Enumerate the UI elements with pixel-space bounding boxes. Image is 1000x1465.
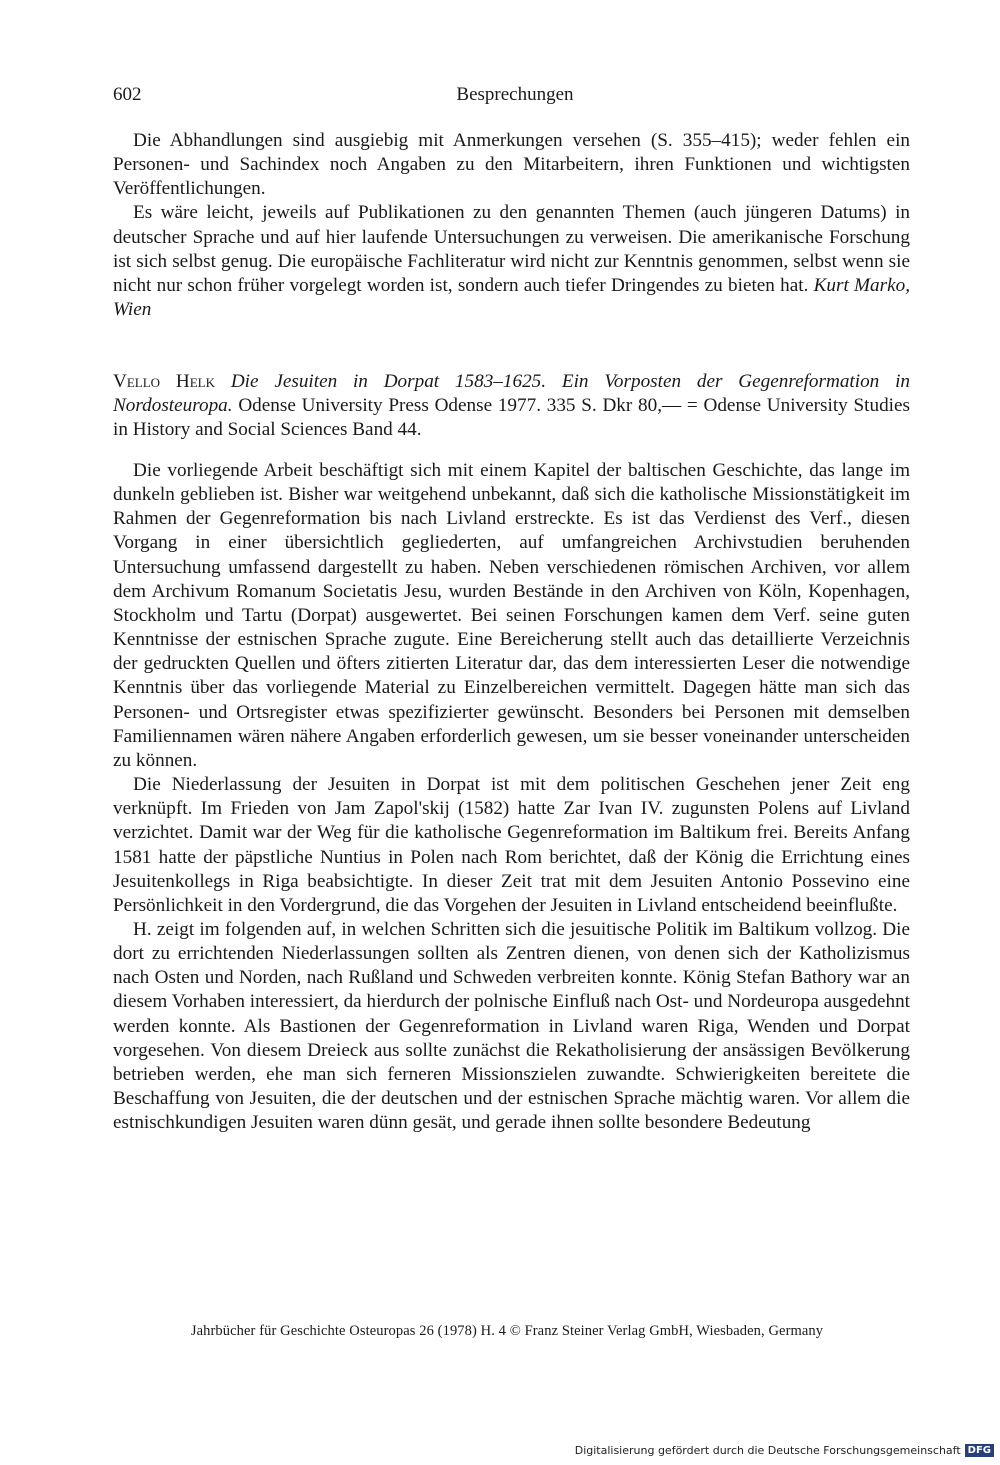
- digitization-bar: [575, 1444, 994, 1457]
- paragraph: Es wäre leicht, jeweils auf Publikationen zu den genannten Themen (auch jüngeren Datums) in deutscher Sprache und auf hier laufende Untersuchungen zu verweisen. Die amerikanische Forschung ist sich selbst genug. Die europäische Fachliteratur wird nicht zur Kenntnis genommen, selbst wenn sie nicht nur schon früher vorgelegt worden ist, sondern auch tiefer Dringendes zu bieten hat. Kurt Marko, Wien: [113, 202, 911, 321]
- review-body: [113, 459, 910, 1135]
- page-number: 602: [113, 84, 142, 105]
- citation-paragraph: [113, 370, 910, 442]
- digitization-note: Digitalisierung gefördert durch die Deutsche Forschungsgemeinschaft: [574, 1444, 961, 1457]
- previous-review-ending: [113, 129, 910, 322]
- paragraph: Die Abhandlungen sind ausgiebig mit Anmerkungen versehen (S. 355–415); weder fehlen ein Personen- und Sachindex noch Angaben zu den Mitarbeitern, ihren Funktionen und wichtigsten Veröffentlichungen.: [113, 130, 910, 200]
- book-author: Vello Helk: [113, 371, 215, 392]
- running-head: Besprechungen: [456, 84, 574, 105]
- book-citation: [113, 370, 910, 442]
- paragraph: Die vorliegende Arbeit beschäftigt sich mit einem Kapitel der baltischen Geschichte, das lange im dunkeln geblieben ist. Bisher war weitgehend unbekannt, daß sich die katholische Missionstätigkeit im Rahmen der Gegenreformation bis nach Livland erstreckte. Es ist das Verdienst des Verf., diesen Vorgang in einer übersichtlich gegliederten, auf umfangreichen Archivstudien beruhenden Untersuchung umfassend dargestellt zu haben. Neben verschiedenen römischen Archiven, vor allem dem Archivum Romanum Societatis Jesu, wurden Bestände in den Archiven von Köln, Kopenhagen, Stockholm und Tartu (Dorpat) ausgewertet. Bei seinen Forschungen kamen dem Verf. seine guten Kenntnisse der estnischen Sprache zugute. Eine Bereicherung stellt auch das detaillierte Verzeichnis der gedruckten Quellen und öfters zitierten Literatur dar, das dem interessierten Leser die notwendige Kenntnis über das vorliegende Material zu Einzelbereichen vermittelt. Dagegen hätte man sich das Personen- und Ortsregister etwas spezifizierter gewünscht. Besonders bei Personen mit demselben Familiennamen wären nähere Angaben erforderlich gewesen, um sie besser voneinander unterscheiden zu können.: [113, 460, 910, 771]
- reviewer-signature: Kurt Marko, Wien: [113, 274, 911, 321]
- journal-footer: Jahrbücher für Geschichte Osteuropas 26 (1978) H. 4 © Franz Steiner Verlag GmbH, Wiesbaden, Germany: [190, 1323, 824, 1339]
- book-title: Die Jesuiten in Dorpat 1583–1625. Ein Vorposten der Gegenreformation in Nordosteuropa.: [113, 371, 911, 417]
- book-details: Odense University Press Odense 1977. 335 S. Dkr 80,— = Odense University Studies in History and Social Sciences Band 44.: [113, 395, 910, 441]
- paragraph: Die Niederlassung der Jesuiten in Dorpat ist mit dem politischen Geschehen jener Zeit eng verknüpft. Im Frieden von Jam Zapol'skij (1582) hatte Zar Ivan IV. zugunsten Polens auf Livland verzichtet. Damit war der Weg für die katholische Gegenreformation im Baltikum frei. Bereits Anfang 1581 hatte der päpstliche Nuntius in Polen nach Rom berichtet, daß der König die Errichtung eines Jesuitenkollegs in Riga beabsichtigte. In dieser Zeit trat mit dem Jesuiten Antonio Possevino eine Persönlichkeit in den Vordergrund, die das Vorgehen der Jesuiten in Livland entscheidend beeinflußte.: [113, 774, 910, 916]
- dfg-logo: DFG: [965, 1444, 994, 1457]
- paragraph: H. zeigt im folgenden auf, in welchen Schritten sich die jesuitische Politik im Baltikum vollzog. Die dort zu errichtenden Niederlassungen sollten als Zentren dienen, von denen sich der Katholizismus nach Osten und Norden, nach Rußland und Schweden verbreiten konnte. König Stefan Bathory war an diesem Vorhaben interessiert, da hierdurch der polnische Einfluß nach Ost- und Nordeuropa ausgedehnt werden konnte. Als Bastionen der Gegenreformation in Livland waren Riga, Wenden und Dorpat vorgesehen. Von diesem Dreieck aus sollte zunächst die Rekatholisierung der ansässigen Bevölkerung betrieben werden, ehe man sich ferneren Missionszielen zuwandte. Schwierigkeiten bereitete die Beschaffung von Jesuiten, die der deutschen und der estnischen Sprache mächtig waren. Vor allem die estnischkundigen Jesuiten waren dünn gesät, und gerade ihnen sollte besondere Bedeutung: [113, 918, 910, 1134]
